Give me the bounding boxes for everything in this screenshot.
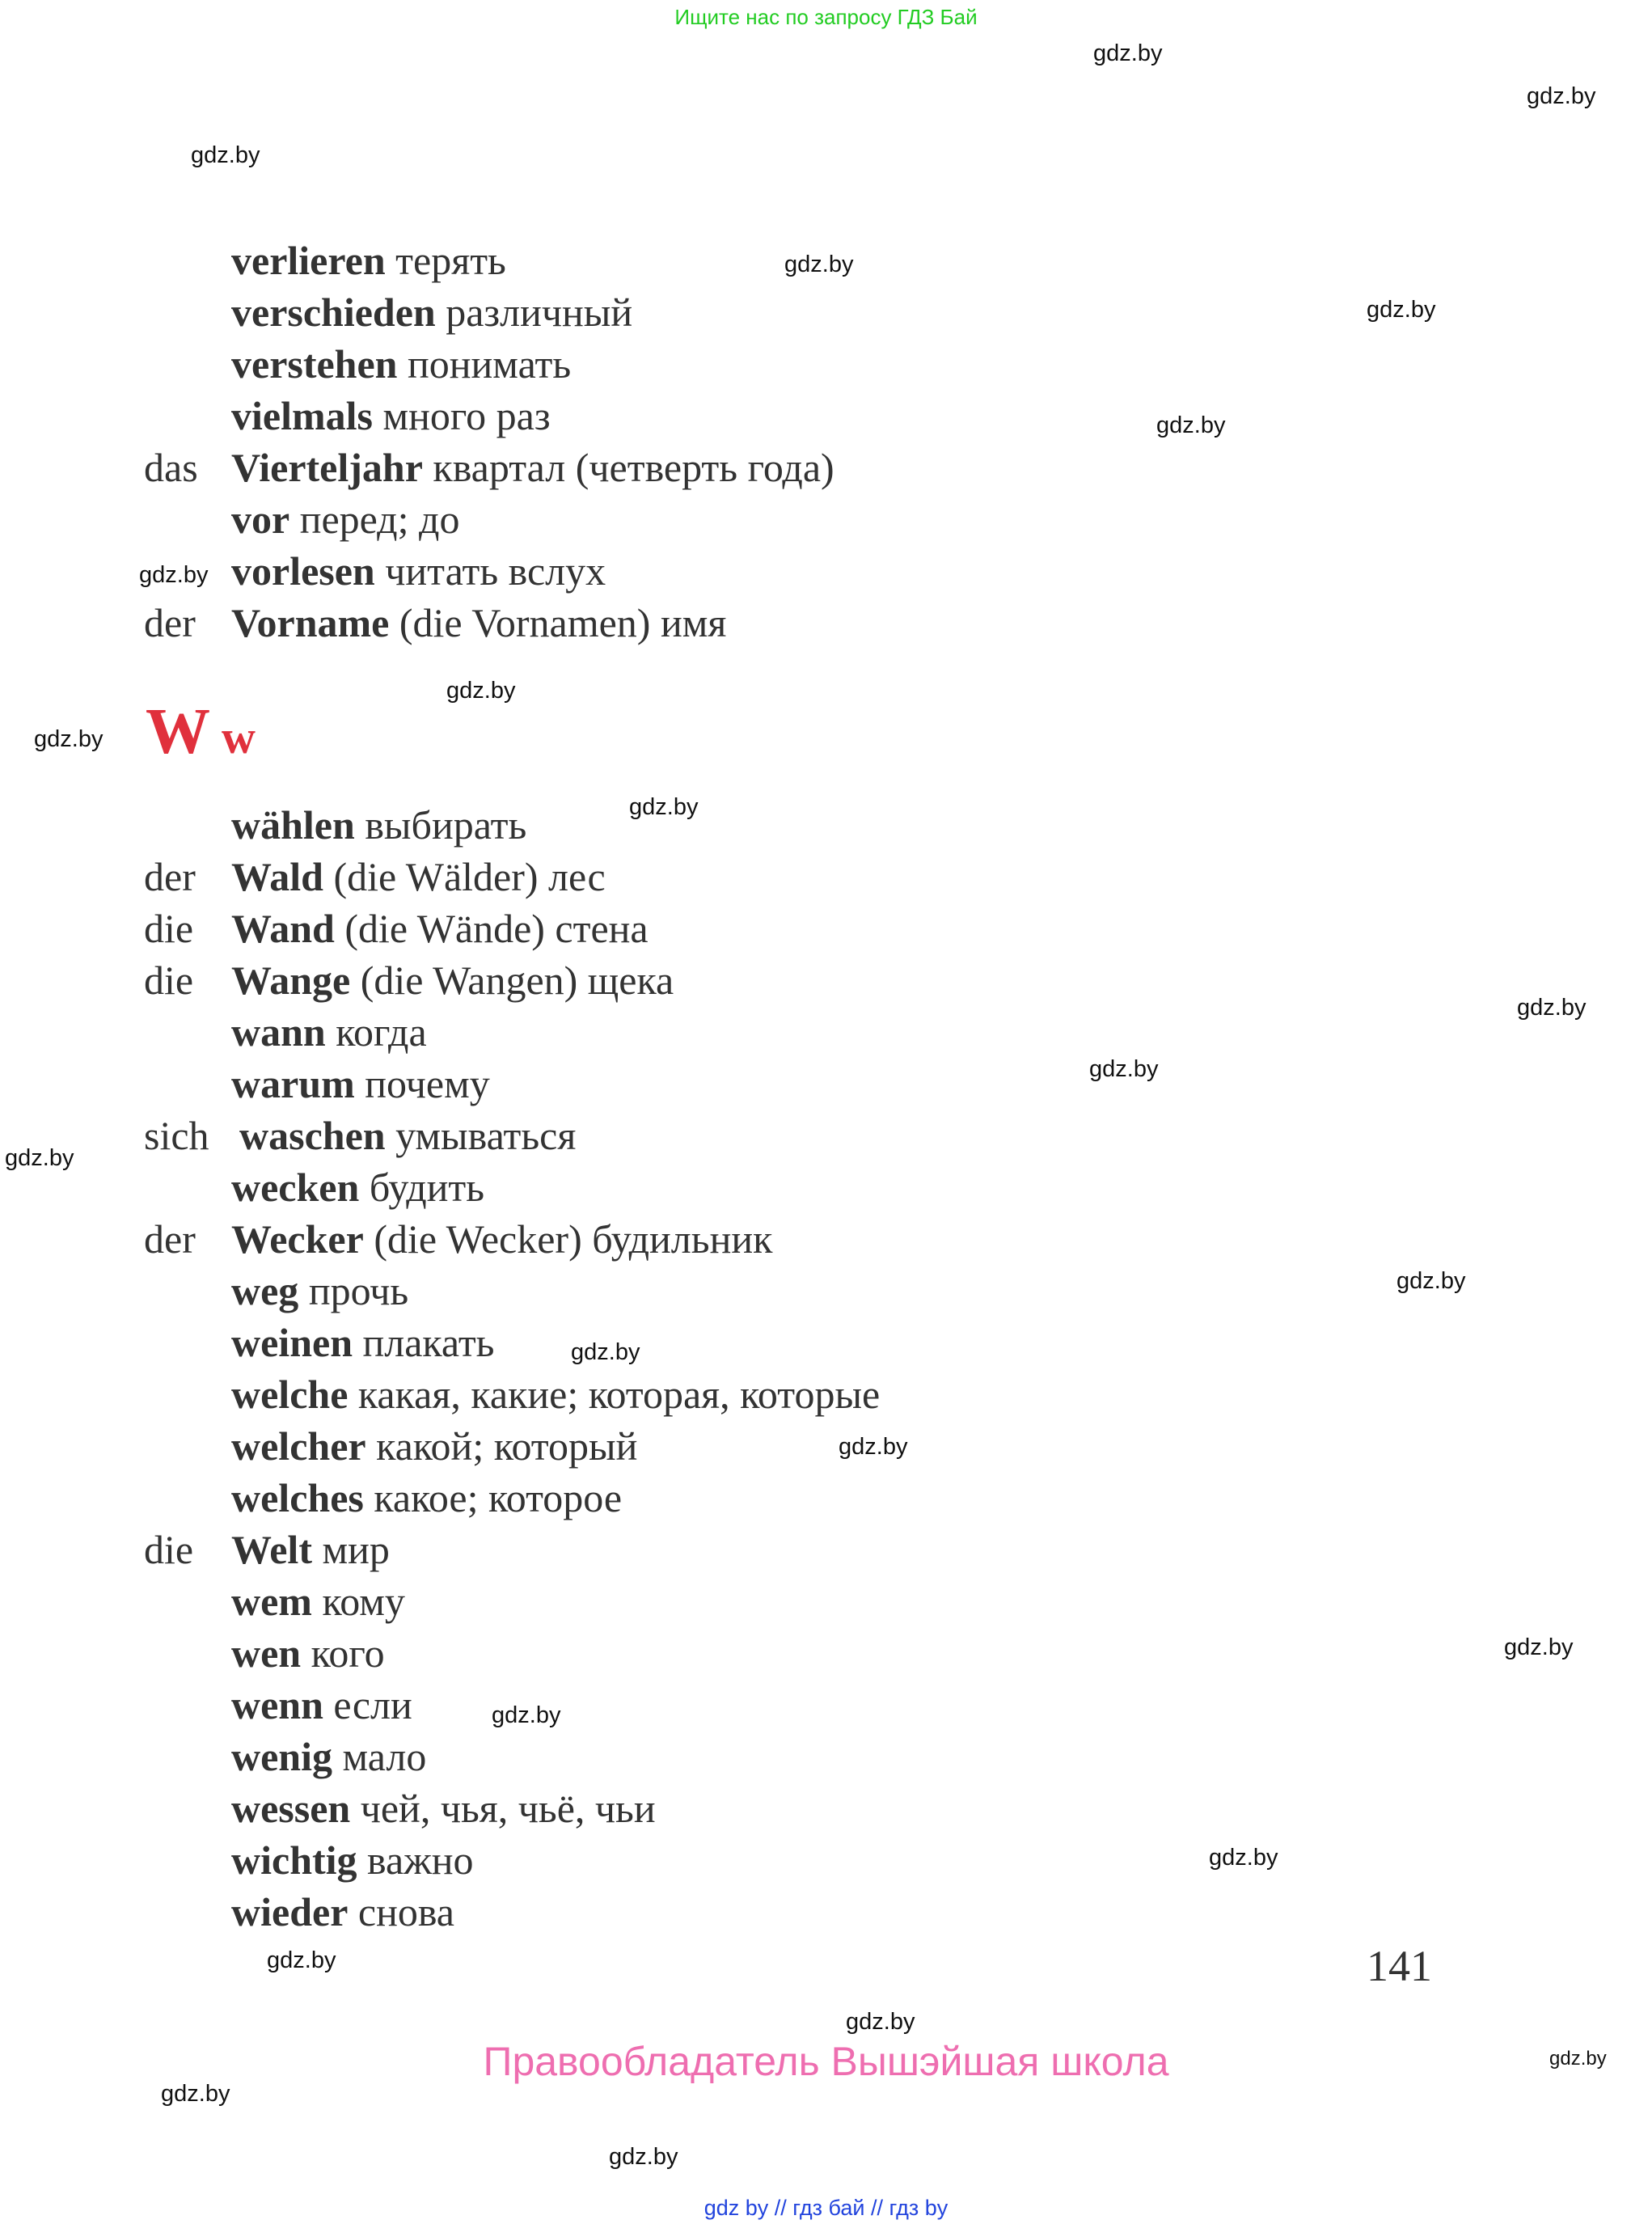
- headword: wann: [231, 1009, 326, 1055]
- watermark: gdz.by: [139, 562, 209, 588]
- translation: понимать: [397, 341, 572, 387]
- article: die: [144, 958, 194, 1003]
- translation: прочь: [298, 1268, 409, 1313]
- headword: Welt: [231, 1527, 312, 1572]
- rights-holder: Правообладатель Вышэйшая школа: [483, 2039, 1169, 2084]
- translation: мало: [332, 1734, 427, 1779]
- article: das: [144, 445, 198, 490]
- translation: когда: [325, 1009, 427, 1055]
- translation: много раз: [372, 393, 551, 438]
- headword: welche: [231, 1372, 349, 1417]
- watermark: gdz.by: [267, 1947, 336, 1973]
- translation: перед; до: [289, 497, 460, 542]
- watermark: gdz.by: [1396, 1268, 1466, 1294]
- translation: (die Wecker) будильник: [363, 1216, 773, 1262]
- headword: Wald: [231, 854, 323, 899]
- headword: verstehen: [231, 341, 398, 387]
- watermark: gdz.by: [1156, 412, 1226, 438]
- translation: квартал (четверть года): [422, 445, 834, 490]
- watermark: gdz.by: [1209, 1845, 1278, 1871]
- watermark: gdz.by: [1549, 2048, 1607, 2070]
- headword: wenig: [231, 1734, 332, 1779]
- translation: читать вслух: [374, 548, 606, 594]
- translation: (die Vornamen) имя: [389, 600, 727, 645]
- headword: vorlesen: [231, 548, 375, 594]
- translation: кого: [301, 1630, 385, 1676]
- translation: какая, какие; которая, которые: [348, 1372, 881, 1417]
- translation: будить: [359, 1165, 485, 1210]
- watermark: gdz.by: [839, 1434, 908, 1460]
- watermark: gdz.by: [629, 794, 699, 820]
- translation: какой; который: [365, 1423, 638, 1469]
- top-banner: Ищите нас по запросу ГДЗ Бай: [674, 5, 978, 29]
- headword: vielmals: [231, 393, 373, 438]
- watermark: gdz.by: [1504, 1634, 1574, 1660]
- translation: кому: [311, 1579, 405, 1624]
- headword: weg: [231, 1268, 299, 1313]
- footer-links[interactable]: gdz by // гдз бай // гдз by: [703, 2196, 949, 2220]
- headword: Wange: [231, 958, 351, 1003]
- letter-lowercase: w: [222, 711, 256, 763]
- headword: waschen: [239, 1113, 386, 1158]
- watermark: gdz.by: [609, 2144, 678, 2170]
- letter-heading: [146, 696, 256, 769]
- article: die: [144, 1527, 194, 1572]
- translation: умываться: [385, 1113, 577, 1158]
- headword: weinen: [231, 1320, 353, 1365]
- headword: Wecker: [231, 1216, 364, 1262]
- headword: wieder: [231, 1889, 349, 1934]
- headword: Wand: [231, 906, 335, 951]
- watermark: gdz.by: [34, 726, 104, 752]
- headword: wem: [231, 1579, 312, 1624]
- translation: какое; которое: [363, 1475, 623, 1520]
- watermark: gdz.by: [446, 678, 516, 704]
- watermark: gdz.by: [1093, 40, 1163, 66]
- translation: различный: [435, 290, 633, 335]
- translation: почему: [354, 1061, 490, 1106]
- watermark: gdz.by: [1527, 83, 1596, 109]
- watermark: gdz.by: [846, 2009, 915, 2035]
- headword: verlieren: [231, 238, 386, 283]
- headword: wenn: [231, 1682, 323, 1727]
- translation: (die Wangen) щека: [350, 958, 674, 1003]
- watermark: gdz.by: [492, 1702, 561, 1728]
- watermark: gdz.by: [5, 1145, 74, 1171]
- translation: чей, чья, чьё, чьи: [350, 1786, 656, 1831]
- translation: (die Wände) стена: [334, 906, 649, 951]
- watermark: gdz.by: [161, 2081, 230, 2107]
- article: der: [144, 1216, 196, 1262]
- article: der: [144, 600, 196, 645]
- headword: wichtig: [231, 1837, 357, 1883]
- watermark: gdz.by: [191, 142, 260, 168]
- translation: выбирать: [354, 802, 527, 848]
- headword: vor: [231, 497, 290, 542]
- translation: плакать: [353, 1320, 495, 1365]
- headword: welcher: [231, 1423, 366, 1469]
- page-number: 141: [1367, 1942, 1432, 1990]
- headword: verschieden: [231, 290, 436, 335]
- headword: welches: [231, 1475, 364, 1520]
- article: der: [144, 854, 196, 899]
- headword: wessen: [231, 1786, 351, 1831]
- translation: (die Wälder) лес: [323, 854, 606, 899]
- article: sich: [144, 1113, 209, 1158]
- translation: снова: [348, 1889, 454, 1934]
- headword: Vierteljahr: [231, 445, 423, 490]
- translation: если: [323, 1682, 412, 1727]
- watermark: gdz.by: [571, 1339, 640, 1365]
- headword: Vorname: [231, 600, 390, 645]
- headword: wecken: [231, 1165, 360, 1210]
- headword: wählen: [231, 802, 355, 848]
- watermark: gdz.by: [1089, 1056, 1159, 1082]
- watermark: gdz.by: [1517, 995, 1587, 1021]
- watermark: gdz.by: [784, 252, 854, 277]
- watermark: gdz.by: [1367, 297, 1436, 323]
- headword: wen: [231, 1630, 302, 1676]
- article: die: [144, 906, 194, 951]
- translation: терять: [385, 238, 506, 283]
- translation: важно: [357, 1837, 474, 1883]
- letter-uppercase: W: [146, 696, 210, 767]
- translation: мир: [311, 1527, 390, 1572]
- headword: warum: [231, 1061, 355, 1106]
